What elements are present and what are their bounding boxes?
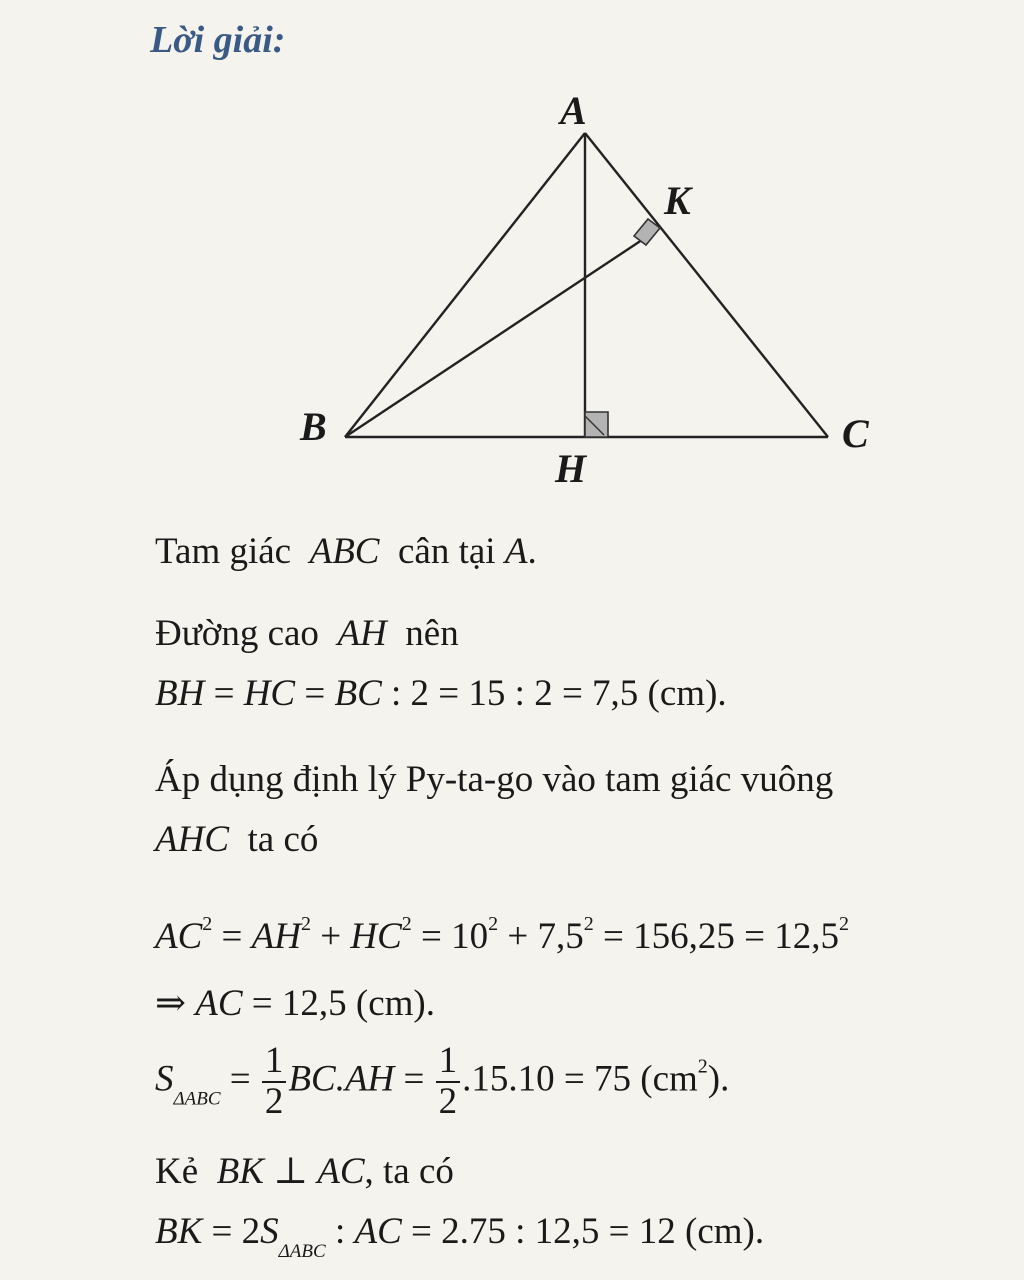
text-line-2: Đường cao AH nên <box>155 613 459 654</box>
equation-line-8: $S_{\Delta ABC}$ = $\frac{1}{2}$ BC.AH = $\frac{1}{2}$ .15.10 = 75 $(cm^2)$. <box>155 1040 730 1122</box>
equation-line-10: BK = $2S_{\Delta ABC}$ : AC = 2.75 : 12,5 = 12 (cm). <box>155 1211 765 1262</box>
fraction-one-half: $\frac{1}{2}$ <box>436 1042 461 1122</box>
text-line-1: Tam giác ABC cân tại A. <box>155 531 537 572</box>
text-line-5: AHC ta có <box>155 819 319 860</box>
label-b: B <box>300 404 327 449</box>
label-h: H <box>555 446 587 491</box>
label-c: C <box>842 411 869 456</box>
equation-line-3: BH = HC = BC : 2 = 15 : 2 = 7,5 (cm). <box>155 673 727 714</box>
equation-line-7: ⇒ AC = 12,5 (cm). <box>155 983 436 1024</box>
fraction-one-half: $\frac{1}{2}$ <box>262 1042 287 1122</box>
equation-line-6: $AC^2 = AH^2 + HC^2 = 10^2 + 7,5^2 = 156,25 = 12,5^2$ <box>155 913 849 957</box>
side-ab <box>345 133 585 437</box>
text-line-4: Áp dụng định lý Py-ta-go vào tam giác vuông <box>155 759 834 800</box>
segment-bk <box>345 228 660 437</box>
side-ac <box>585 133 828 437</box>
label-a: A <box>560 88 587 133</box>
solution-heading: Lời giải: <box>150 19 286 61</box>
right-angle-mark-h <box>585 412 608 437</box>
text-line-9: Kẻ BK ⊥ AC, ta có <box>155 1151 454 1192</box>
label-k: K <box>664 178 691 223</box>
triangle-figure <box>0 0 1024 520</box>
